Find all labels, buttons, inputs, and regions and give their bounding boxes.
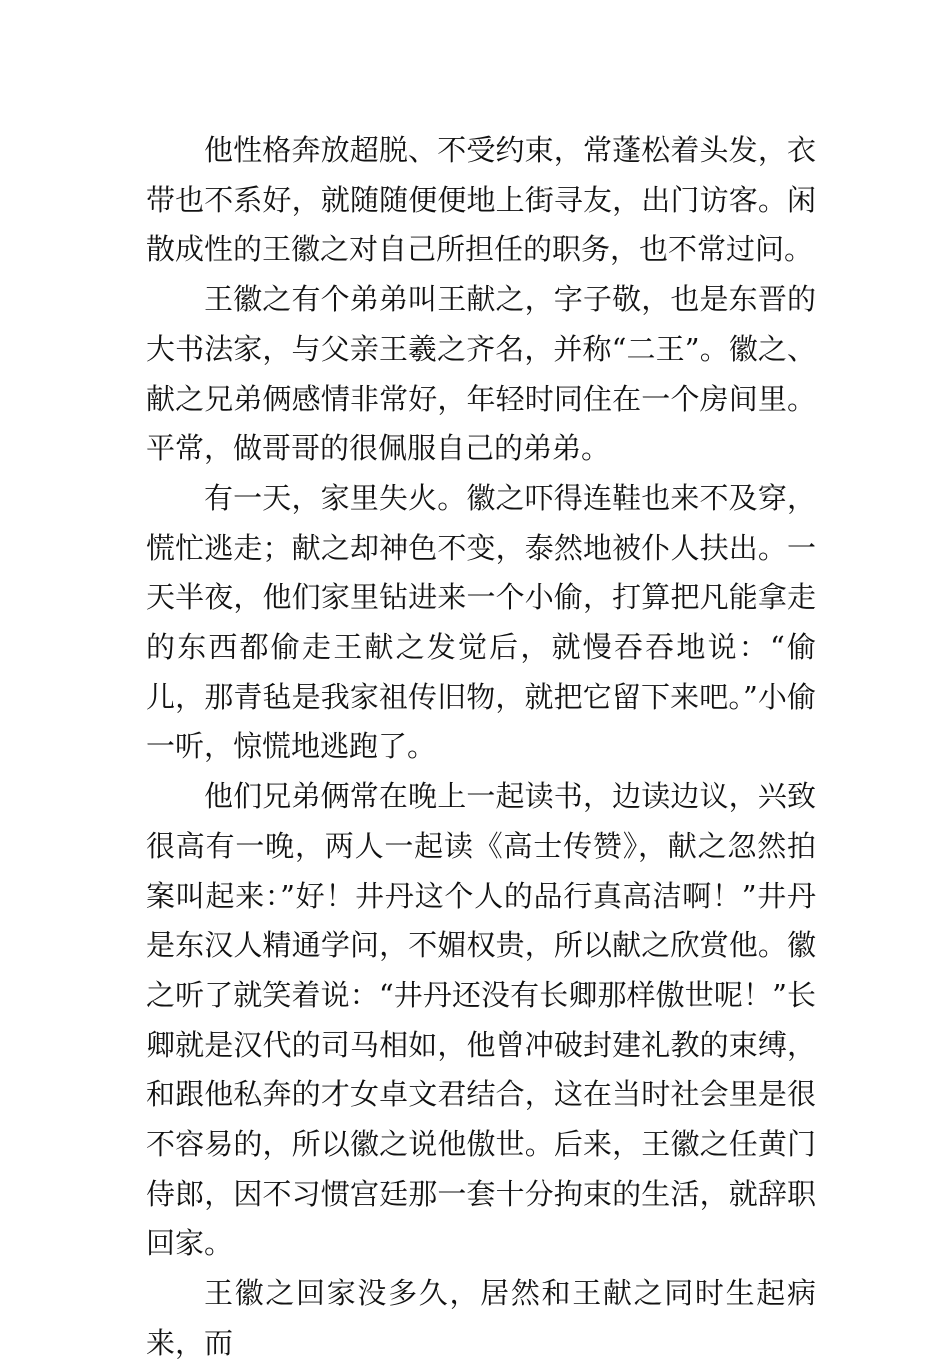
paragraph: 他们兄弟俩常在晚上一起读书，边读边议，兴致很高有一晚，两人一起读《高士传赞》，献之忽然拍案叫起来：”好！井丹这个人的品行真高洁啊！”井丹是东汉人精通学问，不媚权贵，所以献之欣赏他。徽之听了就笑着说：“井丹还没有长卿那样傲世呢！”长卿就是汉代的司马相如，他曾冲破封建礼教的束缚，和跟他私奔的才女卓文君结合，这在当时社会里是很不容易的，所以徽之说他傲世。后来，王徽之任黄门侍郎，因不习惯宫廷那一套十分拘束的生活，就辞职回家。 (146, 779, 816, 1261)
paragraph: 他性格奔放超脱、不受约束，常蓬松着头发，衣带也不系好，就随随便便地上街寻友，出门访客。闲散成性的王徽之对自己所担任的职务，也不常过问。 (146, 133, 816, 267)
paragraph: 有一天，家里失火。徽之吓得连鞋也来不及穿，慌忙逃走；献之却神色不变，泰然地被仆人扶出。一天半夜，他们家里钻进来一个小偷，打算把凡能拿走的东西都偷走王献之发觉后，就慢吞吞地说：“偷儿，那青毡是我家祖传旧物，就把它留下来吧。”小偷一听，惊慌地逃跑了。 (146, 480, 816, 764)
document-body (146, 126, 816, 1369)
paragraph: 王徽之有个弟弟叫王献之，字子敬，也是东晋的大书法家，与父亲王羲之齐名，并称“二王”。徽之、献之兄弟俩感情非常好，年轻时同住在一个房间里。平常，做哥哥的很佩服自己的弟弟。 (146, 282, 816, 466)
paragraph: 王徽之回家没多久，居然和王献之同时生起病来，而 (146, 1276, 816, 1360)
